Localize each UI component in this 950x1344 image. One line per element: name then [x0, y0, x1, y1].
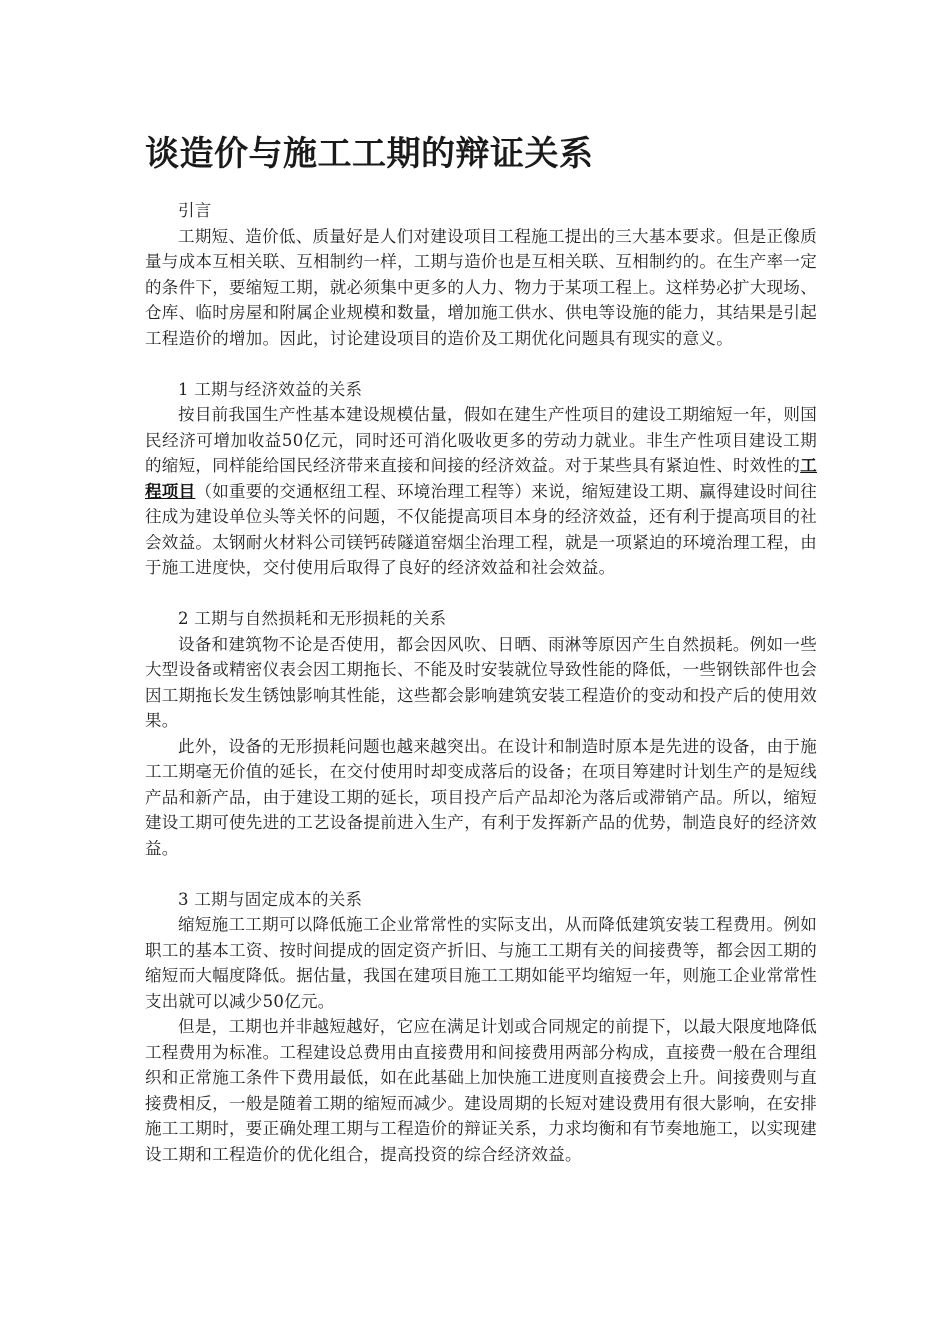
section2-paragraph-1: 设备和建筑物不论是否使用，都会因风吹、日晒、雨淋等原因产生自然损耗。例如一些大型设备或精密仪表会因工期拖长、不能及时安装就位导致性能的降低，一些钢铁部件也会因工期拖长发生锈蚀影响其性能，这些都会影响建筑安装工程造价的变动和投产后的使用效果。 [145, 634, 817, 730]
section-spacer [145, 581, 817, 607]
section-spacer [145, 861, 817, 887]
engineering-project-link[interactable]: 工程项目 [145, 456, 818, 501]
document-page [145, 128, 817, 1167]
section1-text-after-link: （如重要的交通枢纽工程、环境治理工程等）来说，缩短建设工期、赢得建设时间往往成为建设单位头等关怀的问题，不仅能提高项目本身的经济效益，还有利于提高项目的社会效益。太钢耐火材料公司镁钙砖隧道窑烟尘治理工程，就是一项紧迫的环境治理工程，由于施工进度快，交付使用后取得了良好的经济效益和社会效益。 [145, 481, 818, 577]
section1-paragraph-1 [145, 402, 817, 581]
intro-heading: 引言 [178, 201, 212, 220]
section3-paragraph-2: 但是，工期也并非越短越好，它应在满足计划或合同规定的前提下，以最大限度地降低工程费用为标准。工程建设总费用由直接费用和间接费用两部分构成，直接费一般在合理组织和正常施工条件下费用最低，如在此基础上加快施工进度则直接费会上升。间接费则与直接费相反，一般是随着工期的缩短而减少。建设周期的长短对建设费用有很大影响，在安排施工工期时，要正确处理工期与工程造价的辩证关系，力求均衡和有节奏地施工，以实现建设工期和工程造价的优化组合，提高投资的综合经济效益。 [145, 1017, 817, 1164]
section3-heading: 3 工期与固定成本的关系 [178, 889, 363, 909]
section2-paragraph-2: 此外，设备的无形损耗问题也越来越突出。在设计和制造时原本是先进的设备，由于施工工期毫无价值的延长，在交付使用时却变成落后的设备；在项目筹建时计划生产的是短线产品和新产品，由于建设工期的延长，项目投产后产品却沦为落后或滞销产品。所以，缩短建设工期可使先进的工艺设备提前进入生产，有利于发挥新产品的优势，制造良好的经济效益。 [145, 736, 817, 858]
section-spacer [145, 351, 817, 377]
intro-paragraph: 工期短、造价低、质量好是人们对建设项目工程施工提出的三大基本要求。但是正像质量与成本互相关联、互相制约一样，工期与造价也是互相关联、互相制约的。在生产率一定的条件下，要缩短工期，就必须集中更多的人力、物力于某项工程上。这样势必扩大现场、仓库、临时房屋和附属企业规模和数量，增加施工供水、供电等设施的能力，其结果是引起工程造价的增加。因此，讨论建设项目的造价及工期优化问题具有现实的意义。 [145, 226, 817, 348]
section3-paragraph-1: 缩短施工工期可以降低施工企业常常性的实际支出，从而降低建筑安装工程费用。例如职工的基本工资、按时间提成的固定资产折旧、与施工工期有关的间接费等，都会因工期的缩短而大幅度降低。据估量，我国在建项目施工工期如能平均缩短一年，则施工企业常常性支出就可以减少50亿元。 [145, 915, 817, 1011]
section2-heading: 2 工期与自然损耗和无形损耗的关系 [178, 609, 447, 628]
page-title: 谈造价与施工工期的辩证关系 [145, 134, 594, 174]
section1-text-before-link: 按目前我国生产性基本建设规模估量，假如在建生产性项目的建设工期缩短一年，则国民经济可增加收益50亿元，同时还可消化吸收更多的劳动力就业。非生产性项目建设工期的缩短，同样能给国民经济带来直接和间接的经济效益。对于某些具有紧迫性、时效性的 [145, 405, 817, 475]
section1-heading: 1 工期与经济效益的关系 [178, 379, 363, 399]
